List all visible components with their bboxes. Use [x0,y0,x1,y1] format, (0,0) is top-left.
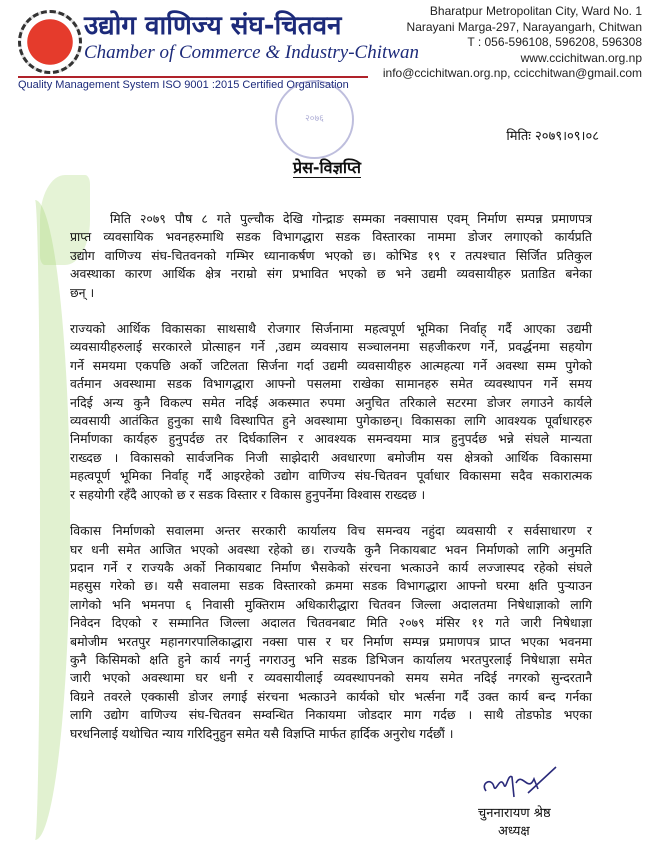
paragraph-line: प्राप्त व्यवसायिक भवनहरुमाथि सडक विभागद्धारा सडक विस्तारका नाममा डोजर लगाएको कार्यप्रति [70,229,592,245]
phone-line: T : 056-596108, 596208, 596308 [467,35,642,49]
paragraph-3 [70,522,592,743]
paragraph-line: जारी भएको अवस्थामा घर धनी र व्यवसायीलाई व्यवस्थापनको समय समेत नदिई नगरको सुन्दरतानै [70,670,592,686]
paragraph-line: वर्तमान अवस्थामा सडक विभागद्धारा आफ्नो पसलमा राखेका सामानहरु समेत व्यवस्थापन गर्ने समय [70,376,592,392]
title-text: प्रेस-विज्ञप्ति [292,158,362,177]
website-link[interactable]: www.ccichitwan.org.np [520,50,642,65]
iso-certification: Quality Management System ISO 9001 :2015 Certified Organisation [18,79,349,91]
paragraph-line: मिति २०७९ पौष ८ गते पुल्चौक देखि गोन्द्राङ सम्मका नक्सापास एवम् निर्माण सम्पन्न प्रमाणपत्र [110,211,592,226]
stamp-text: २०७६ [305,114,324,124]
paragraph-line: व्यवसायी आतंकित हुनुका साथै विस्थापित हुने अवस्थामा पुगेकाछन्। विकासका लागि आवश्यक पूर्वाधारहरु [70,413,592,429]
paragraph-line: महत्वपूर्ण भूमिका निर्वाह् गर्दै आइरहेको उद्योग वाणिज्य संघ-चितवन पूर्वाधार विकासमा सदैव सकारात्मक [70,468,592,484]
paragraph-line: राज्यको आर्थिक विकासका साथसाथै रोजगार सिर्जनामा महत्वपूर्ण भूमिका निर्वाह् गर्दै आएका उद्यमी [70,321,592,337]
signatory-designation: अध्यक्ष [498,823,530,839]
paragraph-line: घरधनिलाई यथोचित न्याय गरिदिनुहुन समेत यसै विज्ञप्ति मार्फत हार्दिक अनुरोध गर्दछौं । [70,725,454,741]
org-name-english: Chamber of Commerce & Industry-Chitwan [84,42,419,63]
paragraph-line: लागेको भनि भमनपा ६ निवासी मुक्तिराम अधिकारीद्धारा चितवन जिल्ला अदालतमा निषेधाज्ञाको लागि [70,596,592,612]
letter-body [70,0,592,839]
paragraph-1 [70,210,592,302]
paragraph-line: छन् । [70,284,95,300]
paragraph-line: र सहयोगी रहँदै आएको छ र सडक विस्तार र विकास हुनुपर्नेमा विश्वास राख्दछ । [70,486,426,502]
paragraph-line: लागि उद्योग वाणिज्य संघ-चितवन सम्वन्धित निकायमा जोडदार माग गर्दछ । साथै तोडफोड भएका [70,707,592,723]
org-name-nepali: उद्योग वाणिज्य संघ-चितवन [84,11,342,41]
paragraph-line: बमोजीम भरतपुर महानगरपालिकाद्धारा नक्सा पास र घर निर्माण सम्पन्न प्रमाणपत्र प्राप्त भएका भवनमा [70,633,592,649]
background-swoosh [0,200,70,840]
paragraph-line: नदिई अन्य कुनै विकल्प समेत नदिई अकस्मात रुपमा अनुचित तरिकाले सटरमा डोजर लगाउने कार्यले [70,394,592,410]
paragraph-line: कुनै किसिमको क्षति हुने कार्य नगर्नु नगराउनु भनि सडक डिभिजन कार्यालय भरतपुरलाई निषेधाज्ञा समेत [70,651,592,667]
paragraph-line: उद्योग वाणिज्य संघ-चितवनको गम्भिर ध्यानाकर्षण भएको छ। कोभिड १९ र तत्पश्चात सिर्जित प्रतिकुल [70,247,592,263]
address-line: Bharatpur Metropolitan City, Ward No. 1 [429,4,642,18]
letter-date: मितिः २०७९।०९।०८ [506,129,599,144]
paragraph-line: प्रदान गर्ने र राज्यकै अर्को निकायबाट निर्माण भैसकेको संरचना भत्काउने कार्य लज्जास्पद रहेको संघले [70,559,592,575]
signature-block [478,763,588,839]
paragraph-line: घर धनी समेत आजित भएको अवस्था रहेको छ। राज्यकै कुनै निकायबाट भवन निर्माणको लागि अनुमति [70,541,592,557]
paragraph-2 [70,320,592,504]
paragraph-line: अवस्थाका कारण आर्थिक क्षेत्र नराम्रो संग प्रभावित भएको छ भने उद्यमी व्यवसायीहरु प्रताडित बनेका [70,266,592,282]
paragraph-line: व्यवसायीहरुलाई सरकारले प्रोत्साहन गर्ने ,उद्यम व्यवसाय सञ्चालनमा सहजीकरण गर्ने, प्रवर्द्धनमा सहयोग [70,339,592,355]
email-line[interactable]: info@ccichitwan.org.np, ccicchitwan@gmail.com [382,66,642,80]
paragraph-line: निवेदन दिएको र सम्मानित जिल्ला अदालत चितवनबाट मिति २०७९ मंसिर ११ गते जारी निषेधाज्ञा [70,615,592,631]
paragraph-line: विग्रने तवरले एक्कासी डोजर लगाई संरचना भत्काउने कार्यको घोर भर्त्सना गर्दै उक्त कार्य बन्द गर्नका [70,688,592,704]
signatory-name: चुननारायण श्रेष्ठ [478,805,551,821]
signature [478,763,558,803]
paragraph-line: विकास निर्माणको सवालमा अन्तर सरकारी कार्यालय विच समन्वय नहुंदा व्यवसायी र सर्वसाधारण र [70,523,592,539]
paragraph-line: गर्ने समयमा एकपछि अर्को जटिलता सिर्जना गर्दा उद्यमी व्यवसायीहरु आत्महत्या गर्ने अवस्था सम्म पुगेको [70,357,592,373]
paragraph-line: महसुस गरेको छ। यसै सवालमा सडक विस्तारको क्रममा सडक विभागद्धारा आफ्नो घरमा क्षति पुऱ्याउन [70,578,592,594]
paragraph-line: निर्माणका कार्यहरु हुनुपर्दछ तर दिर्घकालिन र आवश्यक समन्वयमा मात्र हुनुपर्दछ भन्ने संघले मान्यता [70,431,592,447]
paragraph-line: राख्दछ । विकासको सार्वजनिक निजी साझेदारी अवधारणा बमोजीम यस क्षेत्रको आर्थिक विकासमा [70,449,592,465]
address-line: Narayani Marga-297, Narayangarh, Chitwan [406,19,642,34]
